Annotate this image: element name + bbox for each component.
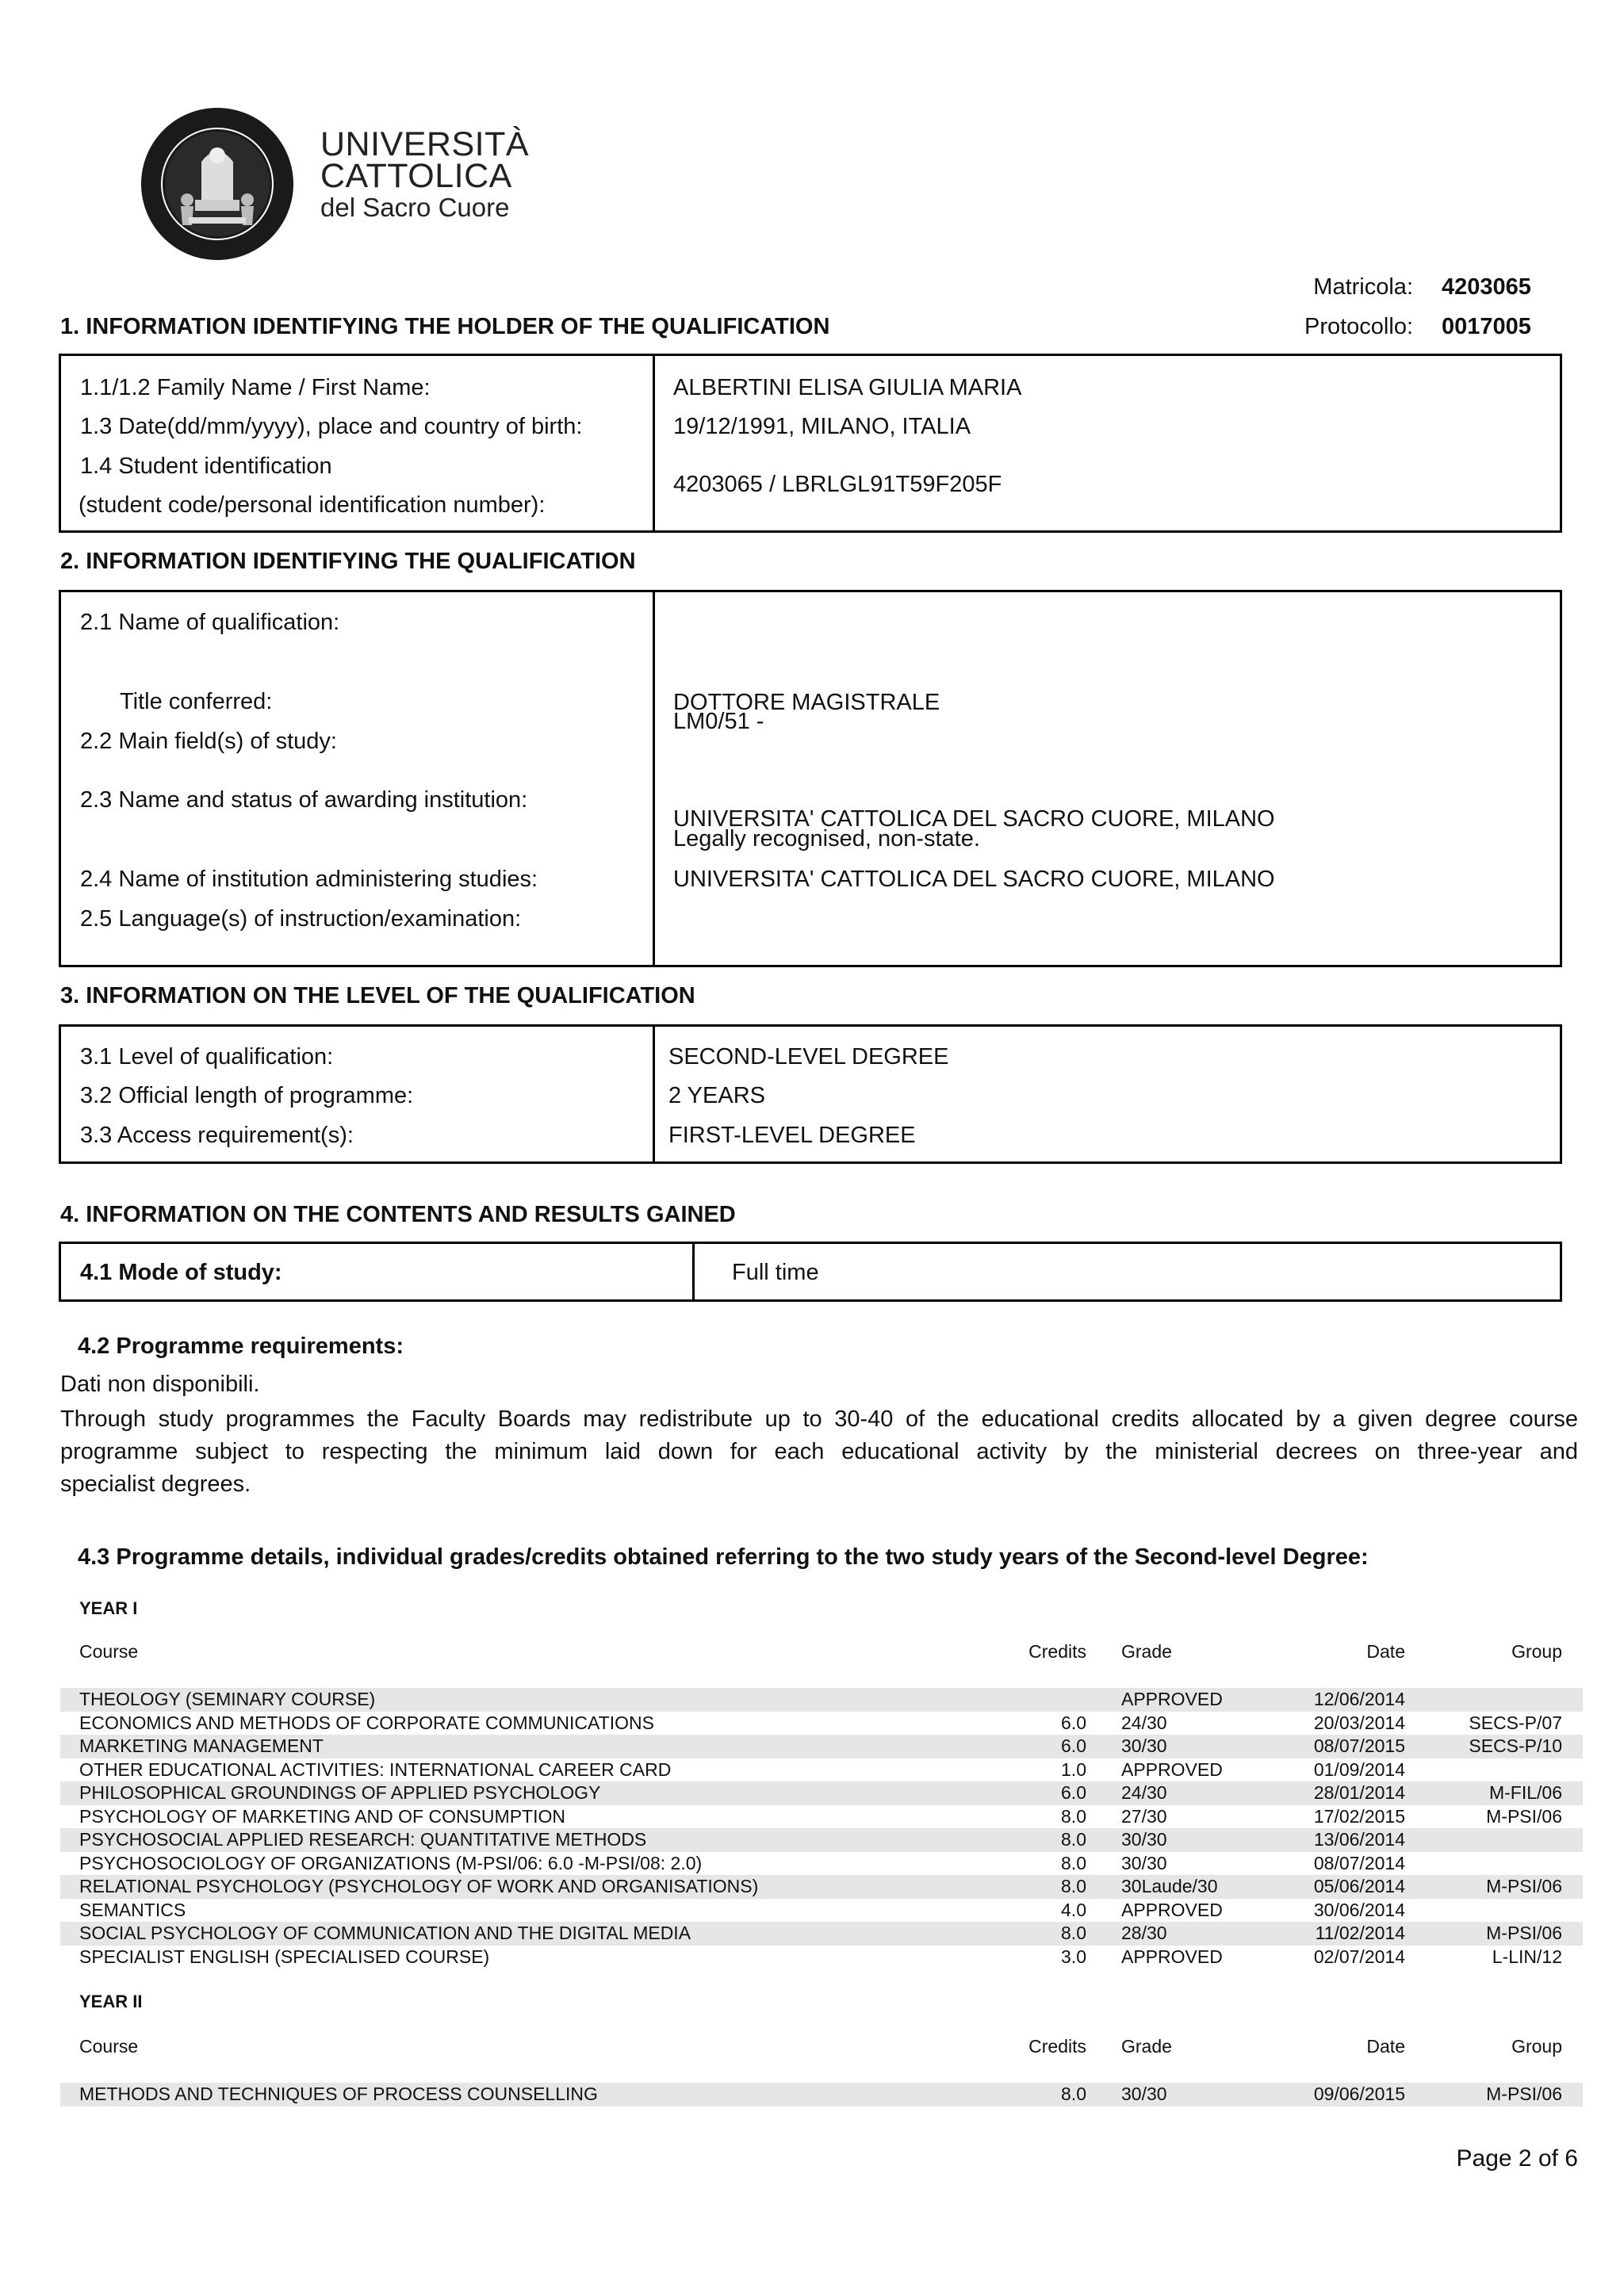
year2-header-credits: Credits	[1028, 2036, 1086, 2057]
qualification-box	[59, 590, 1562, 967]
year1-header-credits: Credits	[1028, 1641, 1086, 1662]
cell-course: RELATIONAL PSYCHOLOGY (PSYCHOLOGY OF WORK AND ORGANISATIONS)	[79, 1876, 759, 1896]
university-seal	[140, 106, 295, 262]
cell-date: 08/07/2014	[1313, 1852, 1405, 1873]
cell-grade: 30/30	[1121, 1829, 1167, 1850]
cell-credits: 8.0	[1061, 1829, 1086, 1850]
length-label: 3.2 Official length of programme:	[80, 1083, 414, 1108]
title-conferred-label: Title conferred:	[120, 689, 273, 714]
cell-course: PSYCHOSOCIOLOGY OF ORGANIZATIONS (M-PSI/06: 6.0 -M-PSI/08: 2.0)	[79, 1852, 703, 1873]
language-label: 2.5 Language(s) of instruction/examination:	[80, 906, 522, 932]
birth-label: 1.3 Date(dd/mm/yyyy), place and country of birth:	[80, 414, 583, 439]
holder-box	[59, 354, 1562, 533]
cell-credits: 4.0	[1061, 1899, 1086, 1920]
cell-grade: 30Laude/30	[1121, 1876, 1218, 1896]
protocollo-value: 0017005	[1442, 314, 1531, 339]
level-label: 3.1 Level of qualification:	[80, 1044, 334, 1070]
level-value: SECOND-LEVEL DEGREE	[668, 1044, 949, 1070]
cell-group: M-PSI/06	[1486, 1876, 1562, 1896]
cell-group: M-PSI/06	[1486, 2084, 1562, 2104]
year2-header-group: Group	[1511, 2036, 1562, 2057]
admin-label: 2.4 Name of institution administering studies:	[80, 867, 538, 892]
logo-line-2: CATTOLICA	[320, 157, 512, 195]
table-row	[60, 1828, 1583, 1852]
table-row	[60, 1899, 1583, 1923]
cell-grade: APPROVED	[1121, 1758, 1223, 1780]
cell-credits: 8.0	[1061, 1805, 1086, 1827]
cell-credits: 6.0	[1061, 1735, 1086, 1756]
year2-header-course: Course	[79, 2036, 139, 2057]
cell-course: THEOLOGY (SEMINARY COURSE)	[79, 1689, 376, 1709]
cell-grade: 27/30	[1121, 1805, 1167, 1827]
section-2-title: 2. INFORMATION IDENTIFYING THE QUALIFICATION	[60, 549, 636, 574]
cell-date: 30/06/2014	[1313, 1899, 1405, 1920]
table-row	[60, 1875, 1583, 1899]
table-row	[60, 1758, 1583, 1782]
programme-details-title: 4.3 Programme details, individual grades/credits obtained referring to the two study years of the Second-level Degree:	[78, 1544, 1369, 1570]
level-box	[59, 1024, 1562, 1164]
cell-credits: 6.0	[1061, 1782, 1086, 1803]
awarding-status: Legally recognised, non-state.	[673, 826, 980, 851]
family-value: ALBERTINI ELISA GIULIA MARIA	[673, 375, 1022, 400]
student-label: 1.4 Student identification	[80, 453, 332, 479]
year1-header-date: Date	[1366, 1641, 1405, 1662]
table-row	[60, 1805, 1583, 1829]
matricola-value: 4203065	[1442, 274, 1531, 300]
cell-course: PHILOSOPHICAL GROUNDINGS OF APPLIED PSYCHOLOGY	[79, 1782, 601, 1803]
table-row	[60, 1688, 1583, 1712]
cell-grade: 28/30	[1121, 1923, 1167, 1943]
access-label: 3.3 Access requirement(s):	[80, 1123, 354, 1148]
access-value: FIRST-LEVEL DEGREE	[668, 1123, 916, 1148]
cell-group: M-PSI/06	[1486, 1805, 1562, 1827]
cell-grade: APPROVED	[1121, 1946, 1223, 1967]
section-4-title: 4. INFORMATION ON THE CONTENTS AND RESULTS GAINED	[60, 1202, 736, 1227]
awarding-value: UNIVERSITA' CATTOLICA DEL SACRO CUORE, MILANO	[673, 806, 1275, 832]
cell-credits: 8.0	[1061, 1876, 1086, 1896]
section-3-title: 3. INFORMATION ON THE LEVEL OF THE QUALIFICATION	[60, 983, 695, 1008]
cell-grade: APPROVED	[1121, 1689, 1223, 1709]
table-row	[60, 1781, 1583, 1805]
cell-credits: 6.0	[1061, 1712, 1086, 1733]
cell-date: 13/06/2014	[1313, 1829, 1405, 1850]
birth-value: 19/12/1991, MILANO, ITALIA	[673, 414, 971, 439]
year1-header-grade: Grade	[1121, 1641, 1172, 1662]
cell-date: 02/07/2014	[1313, 1946, 1405, 1967]
cell-credits: 3.0	[1061, 1946, 1086, 1967]
cell-course: MARKETING MANAGEMENT	[79, 1735, 324, 1756]
year1-header-group: Group	[1511, 1641, 1562, 1662]
admin-value: UNIVERSITA' CATTOLICA DEL SACRO CUORE, MILANO	[673, 867, 1275, 892]
mode-value: Full time	[732, 1260, 819, 1285]
cell-grade: 24/30	[1121, 1712, 1167, 1733]
cell-grade: 30/30	[1121, 2084, 1167, 2104]
university-logo-text	[320, 125, 530, 224]
mode-label: 4.1 Mode of study:	[80, 1260, 282, 1285]
cell-course: SEMANTICS	[79, 1899, 186, 1920]
cell-date: 17/02/2015	[1313, 1805, 1405, 1827]
cell-date: 09/06/2015	[1313, 2084, 1405, 2104]
qual-name-label: 2.1 Name of qualification:	[80, 610, 340, 635]
cell-date: 28/01/2014	[1313, 1782, 1405, 1803]
table-row	[60, 1946, 1583, 1969]
cell-group: SECS-P/10	[1469, 1735, 1562, 1756]
cell-date: 12/06/2014	[1313, 1689, 1405, 1709]
cell-group: SECS-P/07	[1469, 1712, 1562, 1733]
requirements-paragraph-text: Through study programmes the Faculty Boards may redistribute up to 30-40 of the educational credits allocated by a given degree course programme subject to respecting the minimum laid down for each educational activity by the ministerial decrees on three-year and	[60, 1406, 1578, 1464]
requirements-paragraph	[60, 1403, 1578, 1501]
cell-credits: 8.0	[1061, 1852, 1086, 1873]
cell-credits: 8.0	[1061, 2084, 1086, 2104]
cell-course: SOCIAL PSYCHOLOGY OF COMMUNICATION AND THE DIGITAL MEDIA	[79, 1923, 691, 1943]
section-1-title: 1. INFORMATION IDENTIFYING THE HOLDER OF THE QUALIFICATION	[60, 314, 830, 339]
cell-course: SPECIALIST ENGLISH (SPECIALISED COURSE)	[79, 1946, 490, 1967]
cell-group: L-LIN/12	[1492, 1946, 1562, 1967]
year2-header-grade: Grade	[1121, 2036, 1172, 2057]
cell-date: 08/07/2015	[1313, 1735, 1405, 1756]
requirements-title: 4.2 Programme requirements:	[78, 1334, 404, 1359]
table-row	[60, 1735, 1583, 1758]
table-row	[60, 1922, 1583, 1946]
protocollo-label: Protocollo:	[1304, 314, 1413, 339]
year1-header-course: Course	[79, 1641, 139, 1662]
cell-credits: 1.0	[1061, 1758, 1086, 1780]
cell-grade: 30/30	[1121, 1852, 1167, 1873]
title-conferred-value: DOTTORE MAGISTRALE	[673, 690, 940, 715]
logo-line-3: del Sacro Cuore	[320, 193, 510, 222]
cell-date: 01/09/2014	[1313, 1758, 1405, 1780]
cell-group: M-PSI/06	[1486, 1923, 1562, 1943]
table-row	[60, 1712, 1583, 1735]
year-1-label: YEAR I	[79, 1598, 138, 1618]
cell-course: OTHER EDUCATIONAL ACTIVITIES: INTERNATIONAL CAREER CARD	[79, 1758, 672, 1780]
year-2-label: YEAR II	[79, 1992, 143, 2011]
year2-header-date: Date	[1366, 2036, 1405, 2057]
requirements-paragraph-last: specialist degrees.	[60, 1471, 251, 1497]
mode-box	[59, 1242, 1562, 1302]
cell-course: ECONOMICS AND METHODS OF CORPORATE COMMUNICATIONS	[79, 1712, 654, 1733]
cell-grade: 24/30	[1121, 1782, 1167, 1803]
requirements-line: Dati non disponibili.	[60, 1372, 260, 1397]
table-row	[60, 2083, 1583, 2107]
cell-date: 20/03/2014	[1313, 1712, 1405, 1733]
cell-date: 05/06/2014	[1313, 1876, 1405, 1896]
cell-course: PSYCHOLOGY OF MARKETING AND OF CONSUMPTION	[79, 1805, 565, 1827]
family-label: 1.1/1.2 Family Name / First Name:	[80, 375, 431, 400]
logo-line-1: UNIVERSITÀ	[320, 125, 530, 163]
cell-course: METHODS AND TECHNIQUES OF PROCESS COUNSELLING	[79, 2084, 598, 2104]
cell-credits: 8.0	[1061, 1923, 1086, 1943]
page-number: Page 2 of 6	[1456, 2145, 1578, 2172]
length-value: 2 YEARS	[668, 1083, 765, 1108]
student-value: 4203065 / LBRLGL91T59F205F	[673, 472, 1002, 497]
cell-grade: 30/30	[1121, 1735, 1167, 1756]
main-field-value: LM0/51 -	[673, 709, 764, 734]
student-label-2: (student code/personal identification number):	[79, 492, 546, 518]
main-field-label: 2.2 Main field(s) of study:	[80, 729, 337, 754]
awarding-label: 2.3 Name and status of awarding institution:	[80, 787, 528, 813]
cell-course: PSYCHOSOCIAL APPLIED RESEARCH: QUANTITATIVE METHODS	[79, 1829, 647, 1850]
cell-grade: APPROVED	[1121, 1899, 1223, 1920]
cell-group: M-FIL/06	[1488, 1782, 1562, 1803]
matricola-label: Matricola:	[1313, 274, 1413, 300]
cell-date: 11/02/2014	[1315, 1923, 1405, 1943]
table-row	[60, 1852, 1583, 1876]
